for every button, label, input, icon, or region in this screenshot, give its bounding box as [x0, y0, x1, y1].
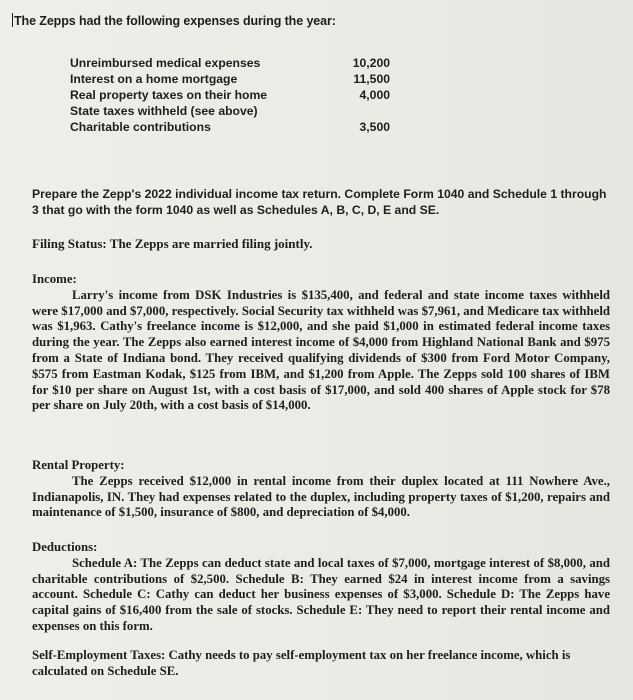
- instructions-paragraph: Prepare the Zepp's 2022 individual income tax return. Complete Form 1040 and Schedule 1 through 3 that go with the form 1040 as well as Schedules A, B, C, D, E and SE.: [32, 187, 607, 217]
- expense-amount: 3,500: [359, 120, 390, 134]
- self-employment-text: Self-Employment Taxes: Cathy needs to pay self-employment tax on her freelance income, which is calculated on Schedule SE.: [32, 648, 571, 678]
- expense-amount: 10,200: [352, 56, 390, 70]
- expenses-heading-text: The Zepps had the following expenses during the year:: [14, 14, 336, 28]
- deductions-title: Deductions:: [32, 540, 98, 554]
- rental-text: The Zepps received $12,000 in rental income from their duplex located at 111 Nowhere Ave., Indianapolis, IN. They had expenses related to the duplex, including property taxes of $1,200, repairs and maintenance of $1,500, insurance of $800, and depreciation of $4,000.: [32, 473, 610, 520]
- income-section: [32, 272, 610, 414]
- expense-row: [70, 71, 390, 87]
- expense-label: State taxes withheld (see above): [70, 104, 258, 118]
- expenses-heading: [12, 13, 336, 28]
- deductions-section: [32, 540, 610, 635]
- expense-amount: 4,000: [359, 88, 390, 102]
- income-text: Larry's income from DSK Industries is $135,400, and federal and state income taxes withheld were $17,000 and $7,000, respectively. Social Security tax withheld was $7,961, and Medicare tax withheld was $1,963. Cathy's freelance income is $12,000, and she paid $1,000 in estimated federal income taxes during the year. The Zepps also earned interest income of $4,000 from Highland National Bank and $975 from a State of Indiana bond. They received qualifying dividends of $300 from Ford Motor Company, $575 from Eastman Kodak, $125 from IBM, and $1,200 from Apple. The Zepps sold 100 shares of IBM for $10 per share on August 1st, with a cost basis of $17,000, and sold 400 shares of Apple stock for $78 per share on July 20th, with a cost basis of $14,000.: [32, 287, 610, 413]
- expense-label: Unreimbursed medical expenses: [70, 56, 261, 70]
- expense-label: Interest on a home mortgage: [70, 72, 238, 86]
- text-cursor: [12, 13, 13, 27]
- self-employment-section: [32, 648, 610, 680]
- filing-status: Filing Status: The Zepps are married filing jointly.: [32, 236, 313, 251]
- rental-title: Rental Property:: [32, 458, 125, 472]
- expense-row: [70, 103, 390, 119]
- expense-row: [70, 87, 390, 103]
- expense-row: [70, 55, 390, 71]
- expense-list: [70, 55, 390, 135]
- expense-label: Charitable contributions: [70, 120, 211, 134]
- expense-label: Real property taxes on their home: [70, 88, 268, 102]
- rental-section: [32, 458, 610, 521]
- deductions-text: Schedule A: The Zepps can deduct state and local taxes of $7,000, mortgage interest of $8,000, and charitable contributions of $2,500. Schedule B: They earned $24 in interest income from a savings account. Schedule C: Cathy can deduct her business expenses of $3,000. Schedule D: The Zepps have capital gains of $16,400 from the sale of stocks. Schedule E: They need to report their rental income and expenses on this form.: [32, 555, 610, 633]
- income-title: Income:: [32, 272, 77, 286]
- expense-row: [70, 119, 390, 135]
- expense-amount: 11,500: [353, 72, 390, 86]
